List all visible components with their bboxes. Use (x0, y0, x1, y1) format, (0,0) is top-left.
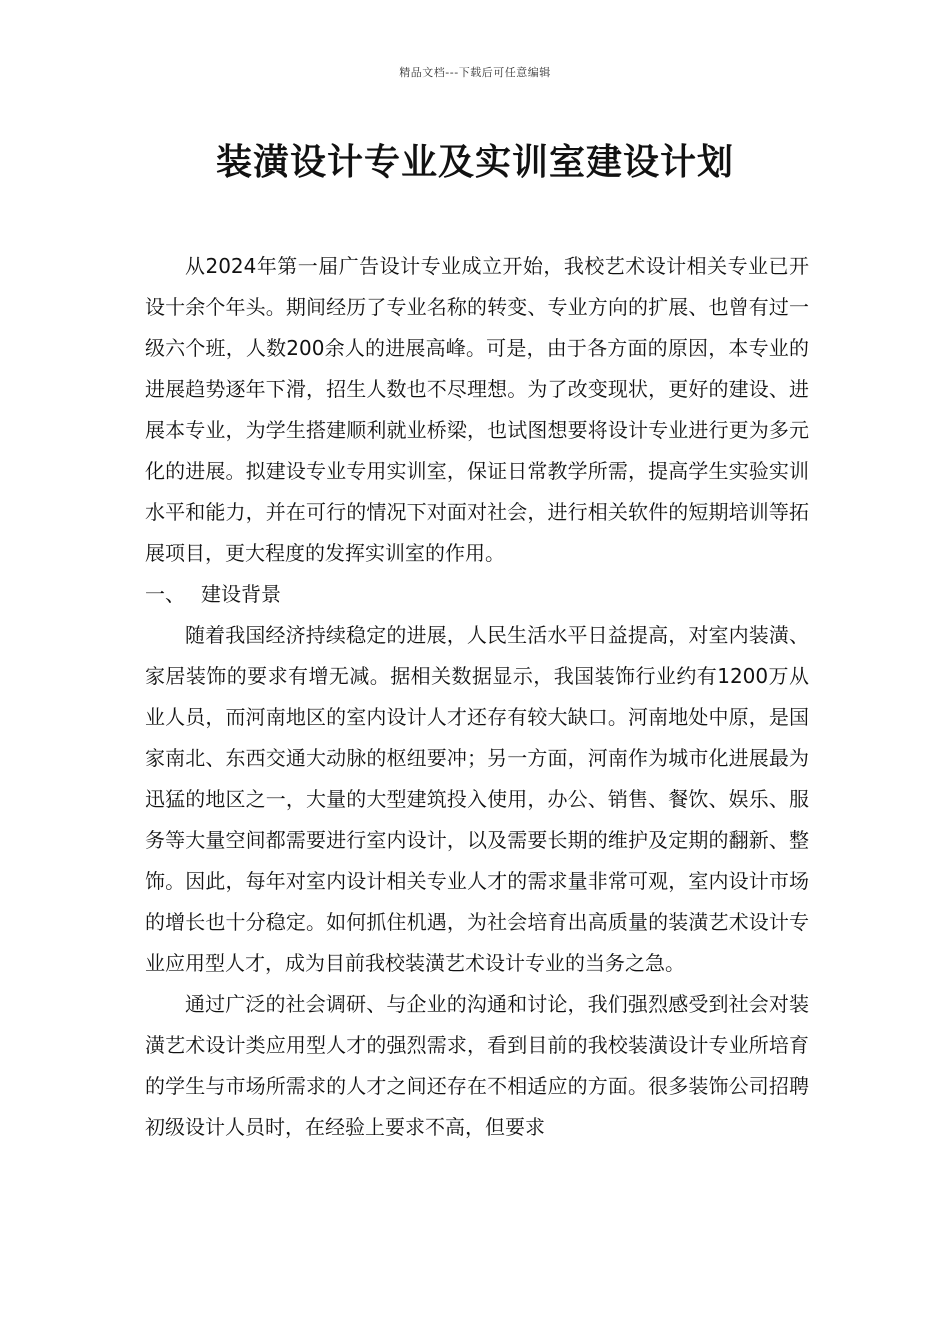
header-note: 精品文档---下载后可任意编辑 (399, 66, 551, 79)
section-title: 建设背景 (201, 582, 281, 606)
document-title: 装潢设计专业及实训室建设计划 (215, 142, 734, 183)
section-heading-background (145, 574, 809, 615)
survey-paragraph: 通过广泛的社会调研、与企业的沟通和讨论，我们强烈感受到社会对装潢艺术设计类应用型人才的强烈需求，看到目前的我校装潢设计专业所培育的学生与市场所需求的人才之间还存在不相适应的方面。很多装饰公司招聘初级设计人员时，在经验上要求不高，但要求 (145, 992, 809, 1139)
document-body (145, 246, 809, 1148)
intro-paragraph: 从2024年第一届广告设计专业成立开始，我校艺术设计相关专业已开设十余个年头。期间经历了专业名称的转变、专业方向的扩展、也曾有过一级六个班，人数200余人的进展高峰。可是，由于各方面的原因，本专业的进展趋势逐年下滑，招生人数也不尽理想。为了改变现状，更好的建设、进展本专业，为学生搭建顺利就业桥梁，也试图想要将设计专业进行更为多元化的进展。拟建设专业专用实训室，保证日常教学所需，提高学生实验实训水平和能力，并在可行的情况下对面对社会，进行相关软件的短期培训等拓展项目，更大程度的发挥实训室的作用。 (145, 254, 809, 565)
background-paragraph: 随着我国经济持续稳定的进展，人民生活水平日益提高，对室内装潢、家居装饰的要求有增无减。据相关数据显示，我国装饰行业约有1200万从业人员，而河南地区的室内设计人才还存有较大缺口。河南地处中原，是国家南北、东西交通大动脉的枢纽要冲；另一方面，河南作为城市化进展最为迅猛的地区之一，大量的大型建筑投入使用，办公、销售、餐饮、娱乐、服务等大量空间都需要进行室内设计，以及需要长期的维护及定期的翻新、整饰。因此，每年对室内设计相关专业人才的需求量非常可观，室内设计市场的增长也十分稳定。如何抓住机遇，为社会培育出高质量的装潢艺术设计专业应用型人才，成为目前我校装潢艺术设计专业的当务之急。 (145, 623, 809, 975)
section-number: 一、 (145, 582, 185, 606)
